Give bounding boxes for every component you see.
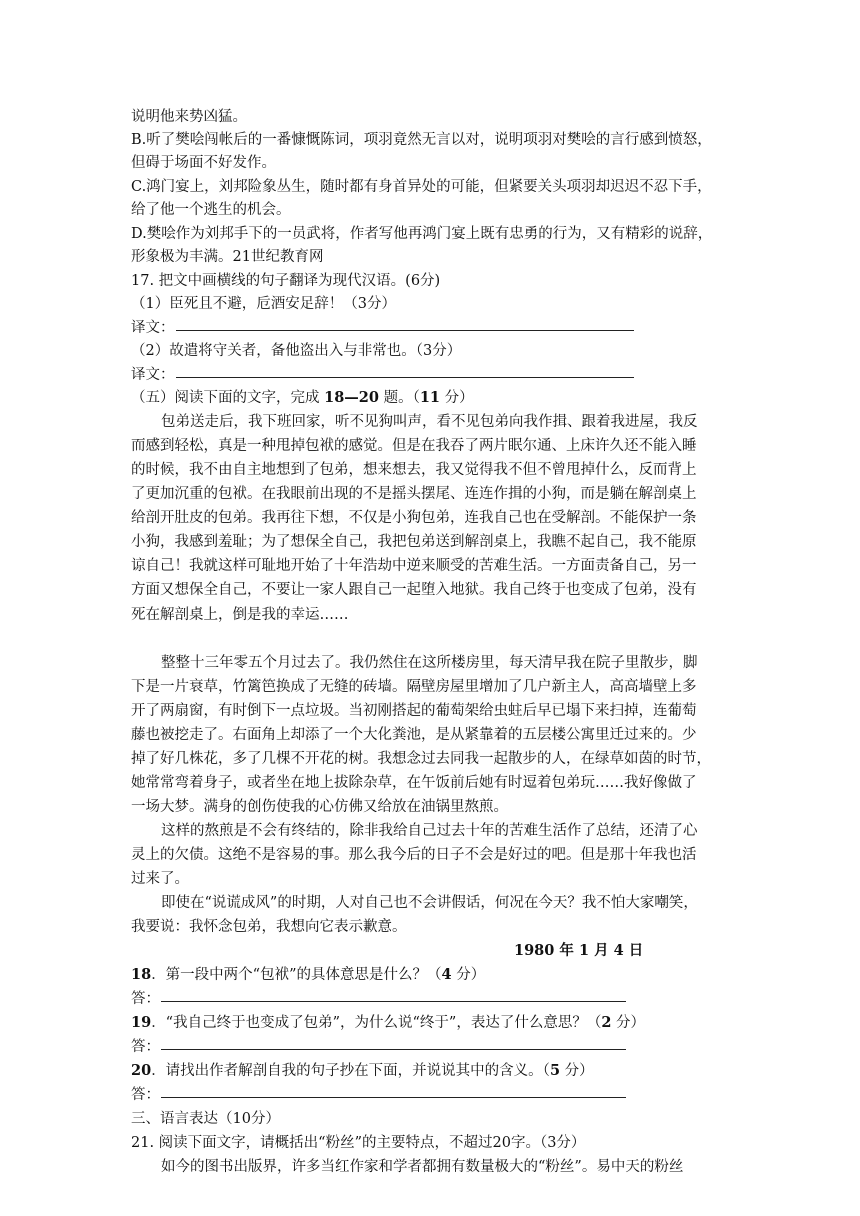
answer-blank-2[interactable] xyxy=(176,377,634,378)
passage-line: 这样的熬煎是不会有终结的，除非我给自己过去十年的苦难生活作了总结，还清了心 xyxy=(161,823,698,839)
option-a-tail: 说明他来势凶猛。 xyxy=(131,109,247,125)
question-17: 17. 把文中画横线的句子翻译为现代汉语。(6分) xyxy=(131,273,441,289)
passage-line: 藤也被挖走了。右面角上却添了一个大化粪池，是从紧靠着的五层楼公寓里迁过来的。少 xyxy=(131,727,697,743)
answer-blank-1[interactable] xyxy=(176,330,634,331)
option-d: D.樊哙作为刘邦手下的一员武将，作者写他再鸿门宴上既有忠勇的行为，又有精彩的说辞， xyxy=(131,226,713,242)
answer-label-20: 答： xyxy=(131,1087,160,1103)
answer-label-18: 答： xyxy=(131,991,160,1007)
passage-line: 我要说：我怀念包弟，我想向它表示歉意。 xyxy=(131,919,407,935)
passage-line: 包弟送走后，我下班回家，听不见狗叫声，看不见包弟向我作揖、跟着我进屋，我反 xyxy=(161,414,698,430)
question-17-item-1: （1）臣死且不避，卮酒安足辞！（3分） xyxy=(131,296,396,312)
option-c: C.鸿门宴上，刘邦险象丛生，随时都有身首异处的可能，但紧要关头项羽却迟迟不忍下手， xyxy=(131,179,712,195)
section-5-heading: （五）阅读下面的文字，完成 18—20 题。（11 分） xyxy=(131,389,474,406)
passage-line: 整整十三年零五个月过去了。我仍然住在这所楼房里，每天清早我在院子里散步，脚 xyxy=(161,655,698,671)
passage-line: 一场大梦。满身的创伤使我的心仿佛又给放在油锅里熬煎。 xyxy=(131,799,508,815)
section-3-heading: 三、语言表达（10分） xyxy=(131,1111,280,1127)
option-b: B.听了樊哙闯帐后的一番慷慨陈词，项羽竟然无言以对，说明项羽对樊哙的言行感到愤怒， xyxy=(131,132,712,148)
passage-line: 方面又想保全自己，不要让一家人跟自己一起堕入地狱。我自己终于也变成了包弟，没有 xyxy=(131,582,697,598)
option-b-cont: 但碍于场面不好发作。 xyxy=(131,155,276,171)
passage-line: 开了两扇窗，有时倒下一点垃圾。当初刚搭起的葡萄架给虫蛀后早已塌下来扫掉，连葡萄 xyxy=(131,703,697,719)
answer-blank-20[interactable] xyxy=(161,1097,626,1098)
answer-label-1: 译文： xyxy=(131,320,175,336)
question-19: 19．“我自己终于也变成了包弟”，为什么说“终于”，表达了什么意思？（2 分） xyxy=(131,1014,646,1031)
passage-line: 的时候，我不由自主地想到了包弟，想来想去，我又觉得我不但不曾甩掉什么，反而背上 xyxy=(131,462,697,478)
answer-blank-18[interactable] xyxy=(161,1001,626,1002)
passage-line: 灵上的欠债。这绝不是容易的事。那么我今后的日子不会是好过的吧。但是那十年我也活 xyxy=(131,847,697,863)
passage-line: 谅自己！我就这样可耻地开始了十年浩劫中逆来顺受的苦难生活。一方面责备自己，另一 xyxy=(131,558,697,574)
question-21: 21. 阅读下面文字，请概括出“粉丝”的主要特点，不超过20字。（3分） xyxy=(131,1135,586,1151)
question-21-material: 如今的图书出版界，许多当红作家和学者都拥有数量极大的“粉丝”。易中天的粉丝 xyxy=(161,1159,684,1175)
answer-label-2: 译文： xyxy=(131,367,175,383)
passage-line: 过来了。 xyxy=(131,871,189,887)
passage-date: 1980 年 1 月 4 日 xyxy=(514,942,644,959)
answer-blank-19[interactable] xyxy=(161,1049,626,1050)
question-20: 20．请找出作者解剖自我的句子抄在下面，并说说其中的含义。（5 分） xyxy=(131,1062,594,1079)
answer-label-19: 答： xyxy=(131,1039,160,1055)
passage-line: 而感到轻松，真是一种甩掉包袱的感觉。但是在我吞了两片眠尔通、上床许久还不能入睡 xyxy=(131,438,697,454)
passage-line: 死在解剖桌上，倒是我的幸运…… xyxy=(131,607,349,623)
passage-line: 下是一片衰草，竹篱笆换成了无缝的砖墙。隔壁房屋里增加了几户新主人，高高墙壁上多 xyxy=(131,679,697,695)
question-18: 18．第一段中两个“包袱”的具体意思是什么？（4 分） xyxy=(131,966,486,983)
passage-line: 掉了好几株花，多了几棵不开花的树。我想念过去同我一起散步的人，在绿草如茵的时节， xyxy=(131,751,711,767)
passage-line: 了更加沉重的包袱。在我眼前出现的不是摇头摆尾、连连作揖的小狗，而是躺在解剖桌上 xyxy=(131,486,697,502)
passage-line xyxy=(131,627,751,651)
option-d-cont: 形象极为丰满。21世纪教育网 xyxy=(131,249,324,265)
option-c-cont: 给了他一个逃生的机会。 xyxy=(131,202,291,218)
question-17-item-2: （2）故遣将守关者，备他盗出入与非常也。（3分） xyxy=(131,343,462,359)
passage-line: 给剖开肚皮的包弟。我再往下想，不仅是小狗包弟，连我自己也在受解剖。不能保护一条 xyxy=(131,510,697,526)
passage-line: 即使在“说谎成风”的时期，人对自己也不会讲假话，何况在今天？我不怕大家嘲笑， xyxy=(161,895,698,911)
passage-line: 她常常弯着身子，或者坐在地上拔除杂草，在午饭前后她有时逗着包弟玩……我好像做了 xyxy=(131,775,697,791)
passage-line: 小狗，我感到羞耻；为了想保全自己，我把包弟送到解剖桌上，我瞧不起自己，我不能原 xyxy=(131,534,697,550)
